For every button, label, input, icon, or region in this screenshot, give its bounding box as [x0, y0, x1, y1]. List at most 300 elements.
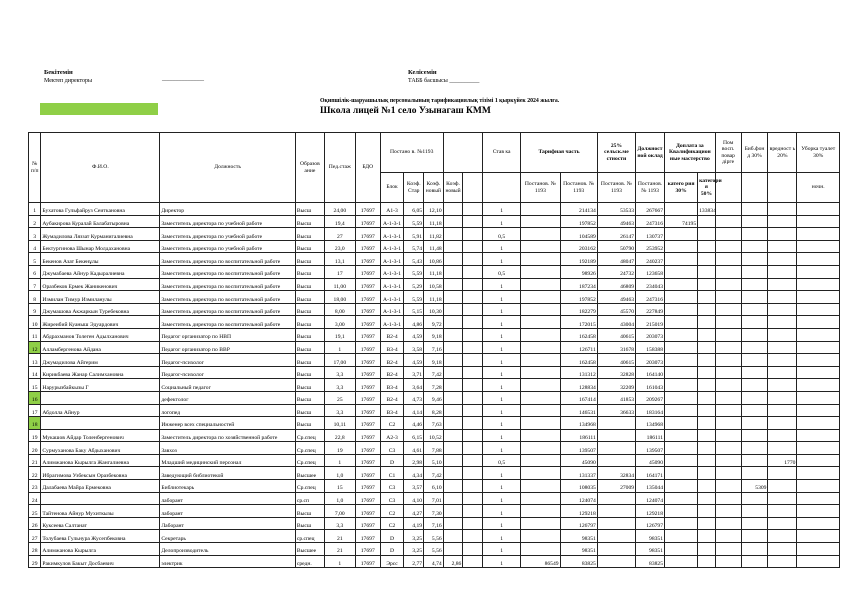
row-pom: [715, 354, 741, 367]
row-rural: 36633: [597, 404, 635, 417]
tariff-table: [28, 132, 840, 568]
agree-label: Келісемін: [408, 69, 437, 76]
row-rural: 32828: [597, 366, 635, 379]
row-num: 23: [29, 480, 41, 493]
row-position: Завхоз: [160, 442, 296, 455]
row-cleaning: [797, 492, 840, 505]
row-blank: [463, 543, 483, 556]
row-lib: [741, 328, 768, 341]
col-koef-star: Коэф. Стар: [404, 173, 424, 203]
col-tarif-a: Постанов. № 1193: [521, 173, 560, 203]
row-koef-new2: [443, 215, 463, 228]
row-education: Высш: [295, 316, 324, 329]
row-salary: 247316: [636, 215, 665, 228]
row-num: 8: [29, 291, 41, 304]
row-tarif-a: [521, 492, 560, 505]
row-position: Лаборант: [160, 517, 296, 530]
row-bdo: 17697: [355, 442, 380, 455]
row-tarif-b: 124074: [560, 492, 597, 505]
col-tarif: Тарифная часть: [521, 133, 598, 173]
row-rural: [597, 492, 635, 505]
row-num: 7: [29, 278, 41, 291]
row-cleaning: [797, 417, 840, 430]
row-salary: 45090: [636, 454, 665, 467]
row-stavka: 1: [483, 530, 521, 543]
row-blok: А1-3: [380, 203, 404, 216]
col-postanov: Постано в. №1193: [380, 133, 443, 173]
row-kat30: [665, 366, 698, 379]
row-ped-stazh: 3,3: [324, 366, 355, 379]
row-education: Высш: [295, 366, 324, 379]
row-bdo: 17697: [355, 366, 380, 379]
row-blok: А-1-3-1: [380, 215, 404, 228]
row-koef-new2: [443, 391, 463, 404]
row-blok: С2: [380, 505, 404, 518]
table-row: [29, 429, 840, 442]
row-harm: [768, 417, 797, 430]
row-tarif-b: 214134: [560, 203, 597, 216]
row-kat30: [665, 492, 698, 505]
row-cleaning: [797, 278, 840, 291]
col-tarif-b: Постанов. № 1193: [560, 173, 597, 203]
row-education: Ср.спец: [295, 480, 324, 493]
row-pom: [715, 543, 741, 556]
row-koef-new2: [443, 454, 463, 467]
row-position: Заместитель директора по учебной работе: [160, 240, 296, 253]
row-kat50: [698, 328, 716, 341]
row-education: Ср.спец: [295, 442, 324, 455]
row-blok: В2-4: [380, 328, 404, 341]
row-blok: D: [380, 543, 404, 556]
row-tarif-b: 187234: [560, 278, 597, 291]
col-stavka: Став ка: [483, 133, 521, 173]
row-rural: 31678: [597, 341, 635, 354]
row-bdo: 17697: [355, 530, 380, 543]
row-kat50: [698, 404, 716, 417]
table-row: [29, 530, 840, 543]
row-education: Ср.спец: [295, 429, 324, 442]
row-harm: [768, 492, 797, 505]
row-lib: [741, 404, 768, 417]
row-bdo: 17697: [355, 291, 380, 304]
row-blok: А-1-3-1: [380, 253, 404, 266]
row-fio: Алимжанова Кырылга: [41, 543, 160, 556]
row-koef-new2: [443, 253, 463, 266]
row-kat50: [698, 530, 716, 543]
row-kat30: [665, 454, 698, 467]
row-koef-new: 11,18: [424, 265, 444, 278]
row-kat30: [665, 316, 698, 329]
row-harm: [768, 303, 797, 316]
row-ped-stazh: 19,4: [324, 215, 355, 228]
row-kat30: 74195: [665, 215, 698, 228]
row-stavka: 1: [483, 291, 521, 304]
row-education: Высшее: [295, 543, 324, 556]
row-blok: С3: [380, 492, 404, 505]
table-row: [29, 303, 840, 316]
table-row: [29, 517, 840, 530]
row-stavka: 1: [483, 253, 521, 266]
row-pom: [715, 555, 741, 568]
row-rural: 45570: [597, 303, 635, 316]
row-fio: Кирикбаева Жанар Салимхановна: [41, 366, 160, 379]
table-row: [29, 215, 840, 228]
row-education: ср.сп: [295, 492, 324, 505]
row-harm: [768, 429, 797, 442]
row-tarif-a: [521, 341, 560, 354]
row-koef-new2: [443, 517, 463, 530]
table-row: [29, 228, 840, 241]
row-rural: 49463: [597, 291, 635, 304]
row-ped-stazh: 21: [324, 543, 355, 556]
row-ped-stazh: 3,00: [324, 316, 355, 329]
row-cleaning: [797, 328, 840, 341]
row-kat50: [698, 316, 716, 329]
row-fio: Ракимкулов Бакыт Досбаевич: [41, 555, 160, 568]
row-koef-new: 5,10: [424, 454, 444, 467]
signature-line: ______________: [162, 76, 204, 82]
row-kat50: [698, 366, 716, 379]
row-lib: [741, 467, 768, 480]
row-num: 28: [29, 543, 41, 556]
row-position: Заместитель директора по хозяйственной работе: [160, 429, 296, 442]
col-koef-new2: Коэф. новый: [443, 173, 463, 203]
row-rural: [597, 505, 635, 518]
row-lib: [741, 203, 768, 216]
row-rural: 48047: [597, 253, 635, 266]
table-row: [29, 454, 840, 467]
row-fio: Жиреибий Куаныш Эдуардович: [41, 316, 160, 329]
row-fio: Абдолла Айнур: [41, 404, 160, 417]
row-position: Педагог организатор по НВП: [160, 328, 296, 341]
row-tarif-a: [521, 316, 560, 329]
col-harm-sub: [768, 173, 797, 203]
row-position: дефектолог: [160, 391, 296, 404]
row-num: 2: [29, 215, 41, 228]
row-koef-new: 9,46: [424, 391, 444, 404]
row-harm: [768, 316, 797, 329]
row-bdo: 17697: [355, 203, 380, 216]
row-koef-new2: [443, 303, 463, 316]
table-row: [29, 354, 840, 367]
head-label: ТАББ басшысы __________: [408, 78, 480, 84]
row-blank: [463, 240, 483, 253]
row-kat30: [665, 240, 698, 253]
table-row: [29, 391, 840, 404]
row-koef-star: 4,46: [404, 417, 424, 430]
row-rural: [597, 543, 635, 556]
row-education: Высш: [295, 379, 324, 392]
row-tarif-b: 203162: [560, 240, 597, 253]
row-salary: 253952: [636, 240, 665, 253]
row-ped-stazh: 1: [324, 555, 355, 568]
row-pom: [715, 228, 741, 241]
row-koef-new: 5,56: [424, 530, 444, 543]
row-pom: [715, 480, 741, 493]
row-kat50: [698, 379, 716, 392]
row-tarif-b: 146531: [560, 404, 597, 417]
row-koef-new2: [443, 328, 463, 341]
row-pom: [715, 341, 741, 354]
row-tarif-a: [521, 303, 560, 316]
row-position: электрик: [160, 555, 296, 568]
document-title: Школа лицей №1 село Узынагаш КММ: [320, 106, 491, 116]
row-education: Высш: [295, 215, 324, 228]
row-education: Высш: [295, 265, 324, 278]
row-tarif-a: [521, 354, 560, 367]
row-koef-new2: [443, 265, 463, 278]
row-harm: [768, 366, 797, 379]
row-blank: [463, 265, 483, 278]
row-kat30: [665, 429, 698, 442]
row-kat30: [665, 203, 698, 216]
row-num: 15: [29, 379, 41, 392]
row-bdo: 17697: [355, 391, 380, 404]
row-fio: Ибрагимова Узбексын Оразбековна: [41, 467, 160, 480]
row-ped-stazh: 3,3: [324, 404, 355, 417]
row-blok: А-1-3-1: [380, 316, 404, 329]
row-kat50: [698, 417, 716, 430]
row-cleaning: [797, 215, 840, 228]
row-koef-new: 7,16: [424, 517, 444, 530]
row-rural: 43004: [597, 316, 635, 329]
row-position: Заведующий библиотекой: [160, 467, 296, 480]
row-cleaning: [797, 454, 840, 467]
row-num: 3: [29, 228, 41, 241]
row-pom: [715, 316, 741, 329]
row-rural: [597, 555, 635, 568]
row-rural: 40615: [597, 354, 635, 367]
row-blank: [463, 228, 483, 241]
col-blok: Блок: [380, 173, 404, 203]
row-tarif-b: 131312: [560, 366, 597, 379]
row-tarif-a: [521, 253, 560, 266]
row-education: Высш: [295, 404, 324, 417]
row-lib: [741, 228, 768, 241]
row-tarif-a: [521, 240, 560, 253]
row-koef-new2: [443, 379, 463, 392]
table-row: [29, 543, 840, 556]
row-fio: Алламбергенова Айдана: [41, 341, 160, 354]
row-bdo: 17697: [355, 253, 380, 266]
row-rural: 24732: [597, 265, 635, 278]
row-salary: 267667: [636, 203, 665, 216]
director-label: Мектеп директоры: [44, 78, 93, 84]
row-koef-star: 6,05: [404, 203, 424, 216]
row-pom: [715, 328, 741, 341]
row-koef-new: 5,56: [424, 543, 444, 556]
table-row: [29, 492, 840, 505]
row-education: Высш: [295, 354, 324, 367]
row-lib: [741, 265, 768, 278]
row-kat50: [698, 429, 716, 442]
row-blank: [463, 303, 483, 316]
row-salary: 124074: [636, 492, 665, 505]
row-stavka: 1: [483, 492, 521, 505]
row-rural: [597, 530, 635, 543]
row-rural: 32209: [597, 379, 635, 392]
row-tarif-b: 162458: [560, 328, 597, 341]
row-tarif-b: 162458: [560, 354, 597, 367]
row-kat50: [698, 454, 716, 467]
row-harm: [768, 253, 797, 266]
row-education: Высшее: [295, 467, 324, 480]
row-blank: [463, 530, 483, 543]
row-kat30: [665, 530, 698, 543]
row-stavka: 0,5: [483, 228, 521, 241]
row-stavka: 1: [483, 215, 521, 228]
col-kat50: категори я 50%: [698, 173, 716, 203]
row-koef-star: 4,19: [404, 517, 424, 530]
col-salary-a: Постанов. № 1193: [636, 173, 665, 203]
row-kat30: [665, 480, 698, 493]
row-ped-stazh: 27: [324, 228, 355, 241]
row-ped-stazh: 25: [324, 391, 355, 404]
row-harm: [768, 341, 797, 354]
row-blok: Эрсс: [380, 555, 404, 568]
row-pom: [715, 379, 741, 392]
row-koef-new2: [443, 278, 463, 291]
row-stavka: 1: [483, 543, 521, 556]
row-pom: [715, 404, 741, 417]
row-education: Ср.спец: [295, 454, 324, 467]
row-salary: 203073: [636, 354, 665, 367]
table-row: [29, 366, 840, 379]
row-harm: [768, 215, 797, 228]
row-salary: 227849: [636, 303, 665, 316]
row-kat30: [665, 391, 698, 404]
row-harm: [768, 278, 797, 291]
row-num: 19: [29, 429, 41, 442]
row-koef-star: 5,74: [404, 240, 424, 253]
row-kat30: [665, 354, 698, 367]
row-position: Заместитель директора по воспитательной работе: [160, 303, 296, 316]
row-tarif-a: [521, 379, 560, 392]
row-koef-star: 4,61: [404, 442, 424, 455]
row-koef-new2: [443, 341, 463, 354]
row-koef-new: 7,01: [424, 492, 444, 505]
row-koef-star: 2,98: [404, 454, 424, 467]
row-koef-new: 7,30: [424, 505, 444, 518]
row-kat30: [665, 228, 698, 241]
row-pom: [715, 467, 741, 480]
row-bdo: 17697: [355, 492, 380, 505]
row-cleaning: [797, 203, 840, 216]
row-education: Высш: [295, 505, 324, 518]
row-koef-star: 4,10: [404, 492, 424, 505]
row-blok: А-1-3-1: [380, 303, 404, 316]
col-ped-stazh: Пед.стаж: [324, 133, 355, 203]
row-harm: [768, 530, 797, 543]
row-education: Высш: [295, 228, 324, 241]
row-koef-new: 7,88: [424, 442, 444, 455]
row-koef-new: 10,86: [424, 253, 444, 266]
row-education: ср.спец: [295, 530, 324, 543]
row-fio: Джумабаева Айнур Кадыралиевна: [41, 265, 160, 278]
row-koef-new2: [443, 366, 463, 379]
row-ped-stazh: 19: [324, 442, 355, 455]
row-pom: [715, 303, 741, 316]
row-blok: D: [380, 454, 404, 467]
row-stavka: 1: [483, 404, 521, 417]
row-harm: [768, 467, 797, 480]
row-koef-new: 7,16: [424, 341, 444, 354]
row-fio: Мукашов Айдар Толенбергенович: [41, 429, 160, 442]
row-blok: В3-4: [380, 404, 404, 417]
row-stavka: 1: [483, 328, 521, 341]
row-tarif-b: 172015: [560, 316, 597, 329]
row-salary: 164171: [636, 467, 665, 480]
row-kat50: [698, 341, 716, 354]
table-row: [29, 442, 840, 455]
row-koef-new: 9,72: [424, 316, 444, 329]
row-kat50: [698, 240, 716, 253]
row-tarif-b: 182279: [560, 303, 597, 316]
row-blok: А-1-3-1: [380, 240, 404, 253]
row-cleaning: [797, 291, 840, 304]
row-stavka: 1: [483, 429, 521, 442]
row-kat50: [698, 354, 716, 367]
row-tarif-a: [521, 530, 560, 543]
row-kat30: [665, 265, 698, 278]
row-koef-new2: 2,86: [443, 555, 463, 568]
row-position: Педагог-психолог: [160, 354, 296, 367]
row-bdo: 17697: [355, 517, 380, 530]
row-num: 5: [29, 253, 41, 266]
row-num: 22: [29, 467, 41, 480]
row-rural: 32834: [597, 467, 635, 480]
row-kat30: [665, 467, 698, 480]
row-fio: Бухатова Гульфайруз Сеиткановна: [41, 203, 160, 216]
row-lib: [741, 366, 768, 379]
row-pom: [715, 429, 741, 442]
row-harm: [768, 354, 797, 367]
row-kat30: [665, 379, 698, 392]
row-fio: Толубаева Гульнура Жусепбековна: [41, 530, 160, 543]
row-education: Высш: [295, 328, 324, 341]
col-stavka-sub: [483, 173, 521, 203]
table-row: [29, 555, 840, 568]
row-koef-star: 4,86: [404, 316, 424, 329]
row-lib: [741, 543, 768, 556]
row-koef-star: 5,29: [404, 278, 424, 291]
row-koef-star: 3,64: [404, 379, 424, 392]
row-pom: [715, 265, 741, 278]
row-education: Высш: [295, 291, 324, 304]
row-tarif-b: 45090: [560, 454, 597, 467]
row-cleaning: [797, 530, 840, 543]
row-koef-star: 3,71: [404, 366, 424, 379]
row-ped-stazh: 8,00: [324, 303, 355, 316]
row-bdo: 17697: [355, 480, 380, 493]
row-koef-new2: [443, 492, 463, 505]
row-num: 6: [29, 265, 41, 278]
row-rural: 49463: [597, 215, 635, 228]
row-koef-star: 5,59: [404, 215, 424, 228]
row-position: Заместитель директора по воспитательной работе: [160, 265, 296, 278]
row-harm: [768, 517, 797, 530]
row-position: Секретарь: [160, 530, 296, 543]
document-subtitle: Оқипшілік-шаруашылық персоналының тарификациялық тізімі 1 қыркүйек 2024 жылға.: [320, 98, 560, 104]
row-blok: В2-4: [380, 354, 404, 367]
row-cleaning: [797, 366, 840, 379]
row-koef-star: 3,57: [404, 480, 424, 493]
col-kat30: катего рия 30%: [665, 173, 698, 203]
row-fio: Куксеева Салтанат: [41, 517, 160, 530]
row-lib: [741, 215, 768, 228]
table-body: [29, 203, 840, 568]
row-num: 10: [29, 316, 41, 329]
